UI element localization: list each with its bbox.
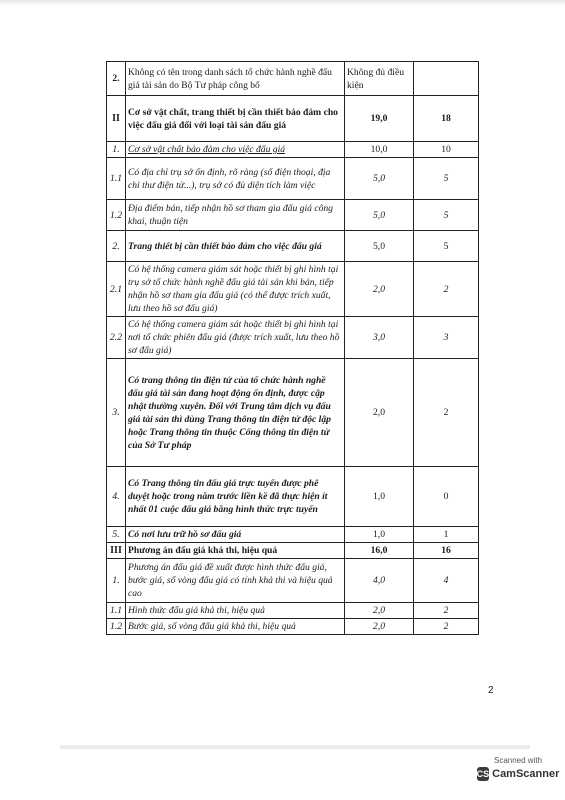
criteria-table [106, 61, 479, 635]
scanned-with-label: Scanned with [493, 756, 543, 765]
row-number: 1. [107, 559, 126, 603]
row-max-score: 2,0 [345, 359, 414, 467]
row-number: III [107, 543, 126, 559]
table-row [107, 231, 479, 262]
row-awarded-score: 4 [414, 559, 479, 603]
row-max-score: 4,0 [345, 559, 414, 603]
row-description: Phương án đấu giá đề xuất được hình thức đấu giá, bước giá, số vòng đấu giá có tính khả thi và hiệu quả cao [126, 559, 345, 603]
row-number: II [107, 96, 126, 142]
table-row [107, 142, 479, 158]
row-number: 1.1 [107, 603, 126, 619]
row-number: 2. [107, 231, 126, 262]
row-awarded-score: 5 [414, 200, 479, 231]
row-number: 3. [107, 359, 126, 467]
row-description: Có hệ thống camera giám sát hoặc thiết bị ghi hình tại nơi tổ chức phiên đấu giá (được trích xuất, lưu theo hồ sơ đấu giá) [126, 317, 345, 359]
scan-shadow-band [60, 745, 530, 749]
row-description: Có trang thông tin điện tử của tổ chức hành nghề đấu giá tài sản đang hoạt động ổn định, được cập nhật thường xuyên. Đối với Trung tâm dịch vụ đấu giá tài sản thì dùng Trang thông tin điện tử độc lập hoặc Trang thông tin thuộc Cổng thông tin điện tử của Sở Tư pháp [126, 359, 345, 467]
row-awarded-score: 16 [414, 543, 479, 559]
row-awarded-score [414, 62, 479, 96]
row-max-score: 5,0 [345, 231, 414, 262]
table-row [107, 96, 479, 142]
row-number: 2.1 [107, 262, 126, 317]
row-description: Phương án đấu giá khả thi, hiệu quả [126, 543, 345, 559]
page-edge-shadow [0, 0, 565, 6]
row-awarded-score: 10 [414, 142, 479, 158]
row-awarded-score: 5 [414, 231, 479, 262]
row-number: 1.2 [107, 619, 126, 635]
row-number: 2. [107, 62, 126, 96]
row-description: Có hệ thống camera giám sát hoặc thiết bị ghi hình tại trụ sở tổ chức hành nghề đấu giá tài sản khi bán, tiếp nhận hồ sơ tham gia đấu giá (có thể được trích xuất, lưu theo hồ sơ đấu giá) [126, 262, 345, 317]
row-max-score: 2,0 [345, 262, 414, 317]
row-awarded-score: 5 [414, 158, 479, 200]
scanner-brand [477, 767, 559, 781]
row-description: Trang thiết bị cần thiết bảo đảm cho việc đấu giá [126, 231, 345, 262]
table-row [107, 527, 479, 543]
table-row [107, 619, 479, 635]
row-awarded-score: 0 [414, 467, 479, 527]
table-row [107, 543, 479, 559]
row-description: Có nơi lưu trữ hồ sơ đấu giá [126, 527, 345, 543]
row-max-score: 2,0 [345, 619, 414, 635]
row-description: Có Trang thông tin đấu giá trực tuyến được phê duyệt hoặc trong năm trước liền kề đã thực hiện ít nhất 01 cuộc đấu giá bằng hình thức trực tuyến [126, 467, 345, 527]
row-max-score: 1,0 [345, 527, 414, 543]
row-max-score: 10,0 [345, 142, 414, 158]
row-max-score: 3,0 [345, 317, 414, 359]
table-row [107, 317, 479, 359]
row-number: 1.2 [107, 200, 126, 231]
page-number: 2 [488, 685, 494, 696]
row-description: Địa điểm bán, tiếp nhận hồ sơ tham gia đấu giá công khai, thuận tiện [126, 200, 345, 231]
row-max-score: 2,0 [345, 603, 414, 619]
row-max-score: 1,0 [345, 467, 414, 527]
row-number: 5. [107, 527, 126, 543]
row-max-score: Không đủ điều kiện [345, 62, 414, 96]
row-awarded-score: 1 [414, 527, 479, 543]
row-number: 1.1 [107, 158, 126, 200]
table-row [107, 200, 479, 231]
row-max-score: 19,0 [345, 96, 414, 142]
table-row [107, 467, 479, 527]
row-description: Bước giá, số vòng đấu giá khả thi, hiệu quả [126, 619, 345, 635]
row-max-score: 5,0 [345, 200, 414, 231]
row-description: Không có tên trong danh sách tổ chức hành nghề đấu giá tài sản do Bộ Tư pháp công bố [126, 62, 345, 96]
row-description: Cơ sở vật chất, trang thiết bị cần thiết bảo đảm cho việc đấu giá đối với loại tài sản đấu giá [126, 96, 345, 142]
table-row [107, 603, 479, 619]
row-awarded-score: 2 [414, 262, 479, 317]
row-awarded-score: 2 [414, 619, 479, 635]
row-number: 1. [107, 142, 126, 158]
row-number: 2.2 [107, 317, 126, 359]
row-description: Có địa chỉ trụ sở ổn định, rõ ràng (số điện thoại, địa chỉ thư điện tử...), trụ sở có đủ diện tích làm việc [126, 158, 345, 200]
scanner-brand-name: CamScanner [492, 768, 560, 780]
table-row [107, 559, 479, 603]
row-max-score: 5,0 [345, 158, 414, 200]
row-description: Hình thức đấu giá khả thi, hiệu quả [126, 603, 345, 619]
row-description: Cơ sở vật chất bảo đảm cho việc đấu giá [126, 142, 345, 158]
row-max-score: 16,0 [345, 543, 414, 559]
table-row [107, 359, 479, 467]
camscanner-icon: CS [476, 769, 490, 779]
table-row [107, 262, 479, 317]
table-row [107, 62, 479, 96]
table-row [107, 158, 479, 200]
row-awarded-score: 3 [414, 317, 479, 359]
row-awarded-score: 2 [414, 603, 479, 619]
row-awarded-score: 2 [414, 359, 479, 467]
row-awarded-score: 18 [414, 96, 479, 142]
row-number: 4. [107, 467, 126, 527]
camscanner-watermark [477, 756, 559, 792]
